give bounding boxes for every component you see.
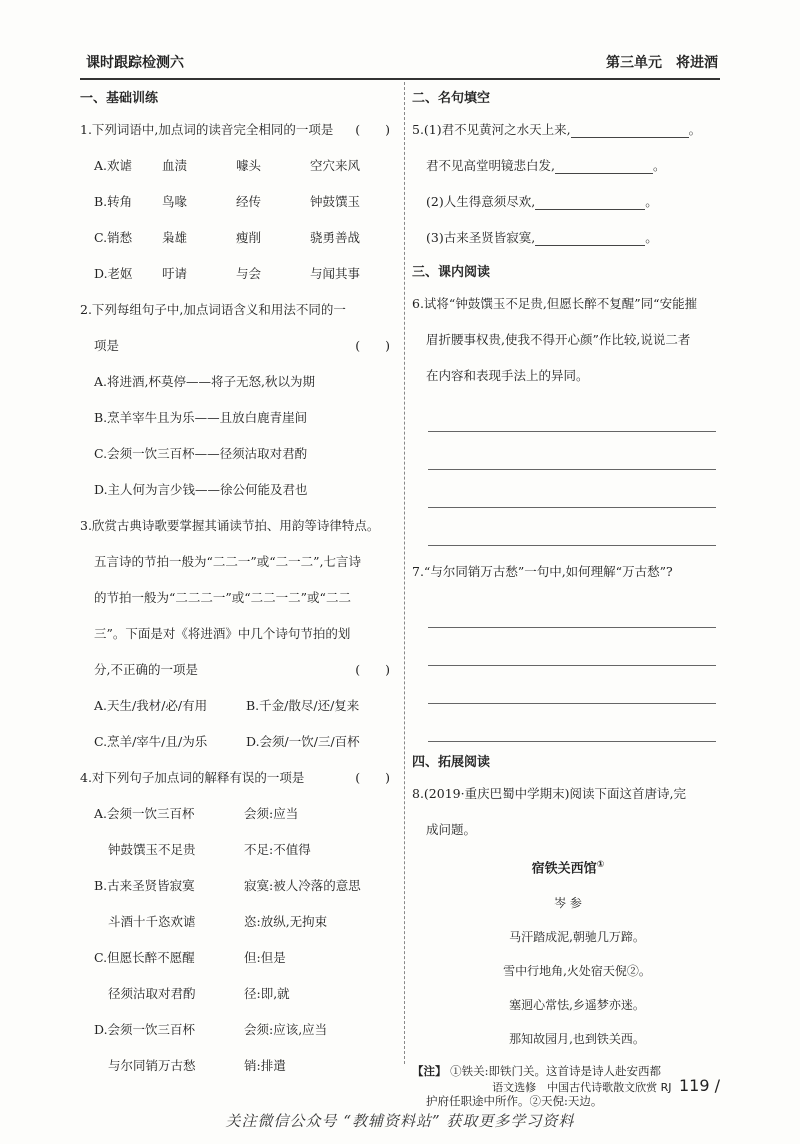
question-1: 1.下列词语中,加点词的读音完全相同的一项是 ( ): [80, 122, 390, 137]
option-row: D.会须一饮三百杯 会须:应该,应当: [94, 1022, 328, 1037]
answer-line[interactable]: [428, 394, 716, 432]
poem-line: 那知故园月,也到铁关西。: [509, 1032, 645, 1047]
option-row: C.但愿长醉不愿醒 但:但是: [94, 950, 286, 965]
option-row: C.烹羊/宰牛/且/为乐 D.会须/一饮/三/百杯: [94, 734, 360, 749]
option-row: 径须沽取对君酌 径:即,就: [108, 986, 290, 1001]
option-row: B.古来圣贤皆寂寞 寂寞:被人冷落的意思: [94, 878, 361, 893]
section-title: 三、课内阅读: [412, 265, 491, 280]
question-3: 3.欣赏古典诗歌要掌握其诵读节拍、用韵等诗律特点。: [80, 518, 380, 533]
answer-line[interactable]: [428, 590, 716, 628]
option-row: 与尔同销万古愁 销:排遣: [108, 1058, 286, 1073]
question-2: 2.下列每组句子中,加点词语含义和用法不同的一: [80, 302, 346, 317]
answer-blank[interactable]: [535, 231, 645, 246]
option-row: A.会须一饮三百杯 会须:应当: [94, 806, 299, 821]
option-row: A.欢谑 血渍 噱头 空穴来风: [94, 158, 361, 173]
poem-note-cont: 护府任职途中所作。②天倪:天边。: [426, 1094, 603, 1109]
answer-blank[interactable]: [571, 123, 689, 138]
option-row: B.转角 鸟喙 经传 钟鼓馔玉: [94, 194, 361, 209]
question-5-cont: 君不见高堂明镜悲白发, 。: [426, 158, 666, 173]
answer-line[interactable]: [428, 666, 716, 704]
page-number: 119 /: [678, 1076, 720, 1095]
page-header: [86, 52, 718, 74]
poem-line: 马汗踏成泥,朝驰几万蹄。: [509, 930, 645, 945]
section-title: 一、基础训练: [80, 91, 159, 106]
right-column: [412, 82, 724, 1116]
watermark-text: 关注微信公众号 “教辅资料站” 获取更多学习资料: [225, 1112, 575, 1130]
question-5-cont: (2)人生得意须尽欢, 。: [426, 194, 658, 209]
answer-line[interactable]: [428, 704, 716, 742]
option-row: D.老妪 吁请 与会 与闻其事: [94, 266, 361, 281]
question-3-cont: 的节拍一般为“二二二一”或“二二一二”或“二二: [94, 590, 351, 605]
answer-blank[interactable]: [535, 195, 645, 210]
option: A.将进酒,杯莫停——将子无怒,秋以为期: [94, 374, 315, 389]
question-2-cont: 项是 ( ): [94, 338, 390, 353]
poem-line: 雪中行地角,火处宿天倪②。: [503, 964, 651, 979]
poem-note: 【注】 ①铁关:即铁门关。这首诗是诗人赴安西都: [412, 1064, 662, 1079]
question-3-cont: 五言诗的节拍一般为“二二一”或“二一二”,七言诗: [94, 554, 362, 569]
question-3-cont: 分,不正确的一项是 ( ): [94, 662, 390, 677]
column-divider: [404, 82, 405, 1064]
option-row: 斗酒十千恣欢谑 恣:放纵,无拘束: [108, 914, 328, 929]
question-7: 7.“与尔同销万古愁”一句中,如何理解“万古愁”?: [412, 564, 673, 579]
option: B.烹羊宰牛且为乐——且放白鹿青崖间: [94, 410, 308, 425]
question-8-cont: 成问题。: [426, 822, 477, 837]
section-title: 二、名句填空: [412, 91, 491, 106]
book-title: 语文选修 中国古代诗歌散文欣赏 RJ: [492, 1081, 672, 1094]
section-title: 四、拓展阅读: [412, 755, 491, 770]
answer-line[interactable]: [428, 470, 716, 508]
question-4: 4.对下列句子加点词的解释有误的一项是 ( ): [80, 770, 390, 785]
option: D.主人何为言少钱——徐公何能及君也: [94, 482, 308, 497]
page-footer: [492, 1076, 720, 1095]
left-column: [80, 82, 398, 1084]
header-right: 第三单元 将进酒: [606, 55, 718, 71]
answer-line[interactable]: [428, 508, 716, 546]
answer-line[interactable]: [428, 628, 716, 666]
question-8: 8.(2019·重庆巴蜀中学期末)阅读下面这首唐诗,完: [412, 786, 686, 801]
header-left: 课时跟踪检测六: [86, 55, 184, 71]
poem: [412, 848, 724, 1056]
question-5-cont: (3)古来圣贤皆寂寞, 。: [426, 230, 658, 245]
poem-line: 塞迥心常怯,乡遥梦亦迷。: [509, 998, 645, 1013]
option-row: 钟鼓馔玉不足贵 不足:不值得: [108, 842, 311, 857]
header-rule: [80, 78, 720, 80]
answer-blank[interactable]: [555, 159, 653, 174]
question-6-cont: 眉折腰事权贵,使我不得开心颜”作比较,说说二者: [426, 332, 691, 347]
question-6-cont: 在内容和表现手法上的异同。: [426, 368, 589, 383]
poem-author: 岑 参: [554, 896, 582, 911]
option: C.会须一饮三百杯——径须沽取对君酌: [94, 446, 308, 461]
option-row: A.天生/我材/必/有用 B.千金/散尽/还/复来: [94, 698, 360, 713]
option-row: C.销愁 枭雄 瘦削 骁勇善战: [94, 230, 361, 245]
answer-line[interactable]: [428, 432, 716, 470]
question-3-cont: 三”。下面是对《将进酒》中几个诗句节拍的划: [94, 626, 351, 641]
question-5: 5.(1)君不见黄河之水天上来, 。: [412, 122, 702, 137]
poem-title: 宿铁关西馆①: [531, 860, 605, 877]
question-6: 6.试将“钟鼓馔玉不足贵,但愿长醉不复醒”同“安能摧: [412, 296, 698, 311]
